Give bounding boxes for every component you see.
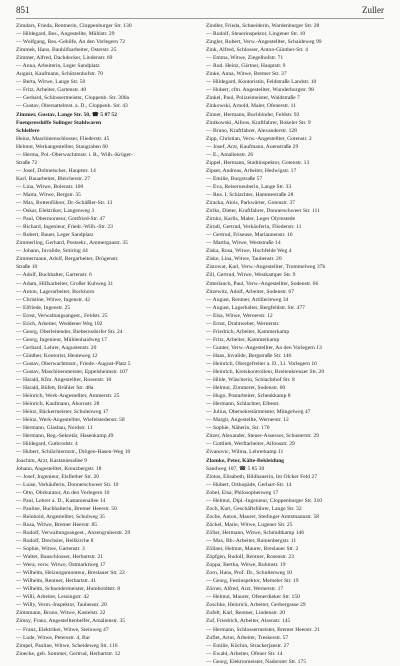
directory-entry: — Julius, Obersekretärmeister, Müngelweg 47 <box>206 409 311 416</box>
directory-entry: — August, Rentner, Artillerieweg 34 <box>206 296 289 303</box>
directory-entry: — Gunter, Verw.-Angestellter, An den Vorlegern 13 <box>206 344 322 351</box>
directory-entry: Zitzer, Alexander, Steuer-Assessor, Schusterstr. 29 <box>206 433 319 440</box>
directory-entry: Heinz, Maschinenschlosser, Fliederstr. 45 <box>16 135 110 142</box>
directory-entry: Zinecke, geb. Sommer, Gertrud, Herbartstr. 12 <box>16 650 121 657</box>
directory-entry: Sandweg 107, ☎ 5 85 30 <box>206 465 265 472</box>
directory-entry: Zuf, Friedrich, Arbeiter, Alsenstr. 145 <box>206 618 291 625</box>
directory-entry: — Georg, Elektromeister, Nadorster Str. 175 <box>206 658 307 665</box>
directory-entry: — Georg, Ingenieur, Mühlenhaidweg 17 <box>16 336 108 343</box>
directory-entry: — Lude, Witwe, Petersstr. 4, Bar <box>16 634 91 641</box>
directory-entry: Zöller, Hermann, Witwe, Schmidtkamp 146 <box>206 529 305 536</box>
directory-entry: — Fritz, Arbeiter, Kammerkamp <box>206 336 280 343</box>
directory-entry: — Ewald, Arbeiter, Ofener Str. 14 <box>206 650 283 657</box>
directory-entry: — Gustav, Maschinenmeister, Eppelsheimstr. 107 <box>16 369 128 376</box>
directory-entry: — Rudolf, Steuerinspektor, Lingener Str. 10 <box>206 31 306 38</box>
directory-entry: Zipser, Andreas, Arbeiter, Hedwigstr. 17 <box>206 167 297 174</box>
directory-entry: — Pauline, Buchhalterin, Bremer Heerstr. 50 <box>16 505 117 512</box>
directory-entry: — Johann, Invalide, Smiring 44 <box>16 248 88 255</box>
directory-entry: — Willi, Arbeiter, Lessingstr. 42 <box>16 594 89 601</box>
directory-entry: — Gustav, Obersattelmst. a. D., Cloppenb. Str. 43 <box>16 103 128 110</box>
directory-entry: Ziracka, Alois, Parkwärter, Gotenstr. 37 <box>206 200 295 207</box>
directory-entry: — Rosa, Witwe, Bremer Heerstr. 85 <box>16 521 98 528</box>
directory-entry: Helmut, Werkangestellter, Staugraben 60 <box>16 143 108 150</box>
directory-entry: Zobel, Elsa, Philosophenweg 17 <box>206 489 279 496</box>
directory-entry: Zivanovic, Wilma, Lehrerkamp 11 <box>206 449 284 456</box>
directory-entry: Ziska, Rosa, Witwe, Hochfelde Weg 4 <box>206 248 292 255</box>
directory-entry: Zimmer, Gustav, Lange Str. 50, ☎ 5 87 52 <box>16 111 118 118</box>
directory-entry: Zimmermann, Adolf, Bergarbeiter, Drögenstr. <box>16 256 119 263</box>
directory-entry: — Heinrich, Obergefreiter a. D., Ll. Vorlegern 16 <box>206 360 317 367</box>
directory-entry: Fuenpresshiffe Solinger Stahlwaren <box>16 119 102 126</box>
directory-entry: — Herma, Pol.-Oberwachtmstr. i. R., Wilh.-Krüger- <box>16 151 133 158</box>
directory-entry: — Georg, Festinspektor, Memeler Str. 19 <box>206 578 299 585</box>
directory-entry: Zoche, Anton, Maurer, Stedinger Amtsmannstr. 58 <box>206 513 320 520</box>
directory-entry: August, Kaufmann, Schützenhofstr. 70 <box>16 71 104 78</box>
directory-entry: Zinkowski, Arnold, Maler, Ofenerstr. 11 <box>206 103 296 110</box>
directory-entry: — Robert, Bauer, Leger Sandplatz <box>16 232 94 239</box>
directory-entry: — Bruno, Kraftfahrer, Alexanderstr. 128 <box>206 127 297 134</box>
directory-entry: — Fritz, Arbeiter, Gartenstr. 40 <box>16 87 87 94</box>
directory-entry: — Hermann, Glasbau, Nordstr. 11 <box>16 425 93 432</box>
directory-entry: Zintkowski, Alfons, Kraftfahrer, Bokeler Str. 9 <box>206 119 311 126</box>
directory-entry: — Franz, Elektriker, Witwe, Steinweg 47 <box>16 626 109 633</box>
directory-entry: — Josef, Dolmetscher, Hauptstr. 14 <box>16 167 96 174</box>
directory-entry: — Josef, Arzt, Kaufmann, Auenstraße 29 <box>206 143 299 150</box>
directory-entry: — Wolfgang, Bes.-Gehilfe, An den Vorlegern 72 <box>16 39 126 46</box>
directory-entry: Zingler, Robert, Verw.-Angestellter, Schaideweg 99 <box>206 39 322 46</box>
directory-entry: Zirnitz, Karlis, Maler, Leger Olymstede <box>206 216 296 223</box>
directory-entry: Zimmerling, Gerhard, Postsekr., Ammergaustr. 35 <box>16 240 128 247</box>
directory-entry: — Wera, verw. Witwe, Ostmarktweg 17 <box>16 562 106 569</box>
directory-entry: — Elfriede, Ingenstr. 25 <box>16 304 71 311</box>
directory-entry: — Hans, Invalide, Bergstraße Str. 146 <box>206 352 292 359</box>
directory-entry: Zlotos, Elisabeth, Bildhauerin, Im Olcker Feld 27 <box>206 473 318 480</box>
directory-entry: — Hilde, Wäscherin, Schlachthof Str. 8 <box>206 377 295 384</box>
directory-entry: — Gottlieb, Werftarbeiter, Alfonsstr. 29 <box>206 441 295 448</box>
directory-entry: — Emilie, Burgstraße 57 <box>206 175 263 182</box>
directory-entry: — Heinz, Bäckermeister, Schulenweg 17 <box>16 409 109 416</box>
directory-entry: Zipp, Christian, Verw.-Angestellter, Gotenstr. 2 <box>206 135 312 142</box>
directory-entry: — Walter, Bauschlosser, Herbartstr. 21 <box>16 554 104 561</box>
directory-entry: — Luise, Verkäuferin, Donnerschweer Str. 10 <box>16 481 119 488</box>
directory-entry: — Paul, Obermonteur, Gottfried-Str. 47 <box>16 216 106 223</box>
directory-entry: — Otto, Obrkurator, An den Vorlegern 10 <box>16 489 110 496</box>
directory-entry: — Wilhelm, Schneidermeister, Humboldtstr. 8 <box>16 586 121 593</box>
directory-entry: Schleifere <box>16 127 40 134</box>
directory-entry: Zirndl, Gertrud, Verkäuferin, Fliederstr. 11 <box>206 224 302 231</box>
directory-entry: — Wilhelm, Rentner, Herbartstr. 41 <box>16 578 97 585</box>
directory-entry: Zill, Gertrud, Witwe, Westkamper Str. 9 <box>206 272 296 279</box>
directory-entry: Zitterlauch, Paul, Verw.-Angestellter, Sodenstr. 66 <box>206 280 319 287</box>
directory-entry: — Elsa, Witwe, Wernerstr. 12 <box>206 312 273 319</box>
directory-entry: Zorn, Hans, Prof. Dr., Schultenweg 10 <box>206 570 293 577</box>
directory-entry: — Sophie, Witwe, Gartenstr. 3 <box>16 546 85 553</box>
directory-entry: — Margit, Angestellte, Wernerstr. 12 <box>206 417 289 424</box>
directory-entry: Karl, Bauarbeiter, Bleicherstr. 27 <box>16 175 91 182</box>
directory-entry: Johann, Angestellter, Kreuzbergstr. 18 <box>16 465 102 472</box>
directory-entry: — Hermann, Schlachter, Elbestr. <box>206 401 280 408</box>
directory-entry: Zörner, Alfred, Arzt, Wernerstr. 17 <box>206 586 284 593</box>
directory-entry: Zindler, Frieda, Schneiderin, Wardenburger Str. 28 <box>206 23 320 29</box>
directory-entry: Zimnmann, Bruno, Witwe, Kastelstr. 22 <box>16 610 106 617</box>
directory-entry: Joachim, Arzt, Kastanienallee 9 <box>16 457 87 464</box>
directory-entry: Zlomke, Peter, Kälte-Bekleidung <box>206 457 285 464</box>
directory-entry: Zuflet, Artur, Arbeiter, Treskerstr. 57 <box>206 634 289 641</box>
directory-entry: Ziske, Lina, Witwe, Taubenstr. 20 <box>206 256 282 263</box>
directory-entry: — Georg, Oberleitender, Biebernsdorfer Str. 24 <box>16 328 123 335</box>
directory-entry: — Max, Rottenführer, Dr.-Schüßler-Str. 13 <box>16 200 113 207</box>
directory-entry: — Gerhard, Schlossermeister, Cloppenb. Str. 300a <box>16 95 130 102</box>
directory-entry: — August, Lagerhalter, Bergfeldstr. Str. 477 <box>206 304 305 311</box>
directory-entry: — Rud. Heinz, Gärtner, Hauptstr. 9 <box>206 63 286 70</box>
directory-entry: — Hubert, Orthopäde, Gerhart-Str. 14 <box>206 481 292 488</box>
directory-entry: — Erich, Arbeiter, Weddener Weg 102 <box>16 320 103 327</box>
directory-entry: — Gertrud, Friseuse, Mariannenstr. 16 <box>206 232 293 239</box>
directory-entry: — Willy, Verm.-Inspektor, Taubenstr. 20 <box>16 602 107 609</box>
directory-entry: — Adam, Hilfsarbeiter, Großer Kuhweg 31 <box>16 280 114 287</box>
directory-entry: — Richard, Ingenieur, Friedr.-Wilh.-Str. 23 <box>16 224 113 231</box>
directory-entry: Zimmek, Hans, Bauhilfsarbeiter, Osterstr. 25 <box>16 47 117 54</box>
directory-entry: Zinkel, Paul, Polizeimeister, Waldstraße 7 <box>206 95 300 102</box>
directory-entry: Zimny, Franz, Angestelltenhelfer, Amalienstr. 35 <box>16 618 126 625</box>
directory-entry: — Hildegard, Kontoristin, Feldstraße Landstr. 10 <box>206 79 317 86</box>
directory-entry: Straße 72 <box>16 159 38 166</box>
directory-entry: — Emilie, Köchin, Strackerjanstr. 27 <box>206 642 290 649</box>
right-column <box>206 22 383 665</box>
directory-entry: — Harald, Büfett, Brühler Str. 48a <box>16 385 94 392</box>
directory-entry: — Reinhold, Angestellter, Schulweg 35 <box>16 513 105 520</box>
directory-entry: — Emma, Witwe, Ziegelhofstr. 71 <box>206 55 284 62</box>
directory-entry: Zoschke, Heinrich, Arbeiter, Gerbergasse 29 <box>206 602 306 609</box>
directory-entry: Zimpel, Pauline, Witwe, Scheideweg Str. 116 <box>16 642 118 649</box>
directory-entry: — Helmut, Zimmerer, Sodenstr. 60 <box>206 385 286 392</box>
directory-entry: — Ernst, Drahtweber, Wernerstr. <box>206 320 280 327</box>
directory-entry: — Günther, Kontorist, Heuteweg 12 <box>16 352 98 359</box>
directory-entry: — Hildegard, Gutbrodstr. 4 <box>16 441 78 448</box>
directory-entry: — Rudolf, Verwaltungsangest., Anzengruberstr. 29 <box>16 529 131 536</box>
directory-entry: — Hermann, Reg.-Sekretär, Hasenkamp 49 <box>16 433 114 440</box>
directory-entry: Zink, Alfred, Schlosser, Anton-Günther-Str. 4 <box>206 47 308 54</box>
directory-entry: — Helmut, Dipl.-Ingenieur, Cloppenburger Str. 310 <box>206 497 323 504</box>
directory-entry: Zimdars, Frieda, Rentnerin, Cloppenburger Str. 130 <box>16 23 132 29</box>
directory-entry: Straße 10 <box>16 264 38 271</box>
directory-entry: Zimmer, Alfred, Dachdecker, Lindenstr. 69 <box>16 55 113 62</box>
directory-entry: — Oskar, Elektriker, Langenweg 3 <box>16 208 95 215</box>
directory-entry: — Hubert, Schlächtermstr., Drögen-Hasen-Weg 10 <box>16 449 131 456</box>
directory-entry: — Gerhard, Lehrer, Augustenstr. 20 <box>16 344 97 351</box>
directory-entry: Ziriks, Dieter, Kraftfahrer, Donnerschweer Str. 111 <box>206 208 320 215</box>
directory-entry: — Heinz, Werk-Angestellter, Wiefelstederstr. 58 <box>16 417 125 424</box>
directory-entry: Zöpfgen, Rudolf, Rentner, Rosenstr. 23 <box>206 554 295 561</box>
directory-entry: — Helmut, Maurer, Ofenerdieker Str. 150 <box>206 594 300 601</box>
directory-entry: — Sophie, Näherin, Str. 170 <box>206 425 270 432</box>
directory-entry: — Heinrich, Kaufmann, Ahornstr. 28 <box>16 401 100 408</box>
left-column <box>16 22 193 657</box>
directory-entry: — Wilhelm, Heizungsmonteur, Breslauer Str. 22 <box>16 570 125 577</box>
directory-entry: Zöckel, Marie, Witwe, Lugener Str. 25 <box>206 521 293 528</box>
running-head: Zuller <box>362 5 384 15</box>
directory-entry: — Max, Bb.-Arbeiter, Rainenbergstr. 11 <box>206 538 297 544</box>
directory-entry: — Lina, Witwe, Bolenstr. 100 <box>16 183 84 190</box>
directory-entry: — Ernst, Verwaltungsangest., Feldstr. 25 <box>16 312 108 319</box>
directory-entry: — Adolf, Buchhalter, Gartenstr. 6 <box>16 272 92 279</box>
directory-entry: Zufelt, Karl, Rentner, Lindenstr. 20 <box>206 610 286 617</box>
directory-entry: — Anna, Arbeiterin, Leger Sandplatz <box>16 63 100 70</box>
directory-entry: Zitzewitz, Adolf, Arbeiter, Sodenstr. 67 <box>206 288 295 295</box>
directory-entry: — Eva, Reiserneuberin, Lange Str. 33 <box>206 183 292 190</box>
directory-entry: — Hildegard, Bes., Angestellte, Mühlstr. 29 <box>16 31 115 38</box>
directory-entry: — E., Amalienstr. 26 <box>206 151 254 158</box>
directory-entry: — Rudolf, Drechsler, Hellkirche 8 <box>16 538 94 544</box>
page-number: 851 <box>16 5 30 15</box>
directory-entry: — Hermann, Schlossermeister, Bremer Heerstr. 21 <box>206 626 320 633</box>
directory-entry: — Harald, Kfm. Angestellter, Rosenstr. 10 <box>16 377 112 384</box>
directory-entry: — Anton, Lagerarbeiter, Bockhorn <box>16 288 95 295</box>
directory-entry: Zoppa, Bertha, Witwe, Ruhmstr. 19 <box>206 562 286 569</box>
directory-entry: — Hubert, cfm. Angestellter, Wunderburgstr. 98 <box>206 87 314 94</box>
directory-entry: — Paul, Lehrer a. D., Kastanienallee 14 <box>16 497 106 504</box>
directory-entry: Zinner, Hermann, Buchbinder, Feldstr. 92 <box>206 111 300 118</box>
directory-entry: — Heinrich, Kreiskontrolleur, Breitenkreuzer Str. 20 <box>206 369 325 376</box>
directory-entry: — Marta, Witwe, Bergstr. 35 <box>16 191 81 198</box>
directory-entry: — Martha, Witwe, Weststraße 14 <box>206 240 281 247</box>
directory-entry: Zöllner, Helmut, Maurer, Breslauer Str. 2 <box>206 546 299 553</box>
directory-entry: — Hugo, Postarbeiter, Schenkkamp 8 <box>206 393 291 400</box>
directory-entry: — Josef, Ingenieur, Elsflether Str. 20 <box>16 473 100 480</box>
directory-entry: — Heinrich, Werk-Angestellter, Ammerstr. 25 <box>16 393 120 400</box>
directory-entry: — Berta, Witwe, Lange Str. 50 <box>16 79 86 86</box>
page-header <box>16 4 384 19</box>
directory-entry: Zistowat, Karl, Verw.-Angestellter, Trommelweg 37b <box>206 264 326 271</box>
directory-entry: — Rea. I, Schlachter, Hammestraße 28 <box>206 191 294 198</box>
directory-entry: Zinke, Anna, Witwe, Bremer Str. 37 <box>206 71 287 78</box>
directory-entry: — Gustav, Oberwachtmstr., Friede.-August-Platz 5 <box>16 360 131 367</box>
directory-entry: Zippel, Hermann, Stadtinspektor, Gotenstr. 13 <box>206 159 310 166</box>
directory-entry: — Christine, Witwe, Ingenstr. 42 <box>16 296 91 303</box>
directory-entry: — Friedrich, Arbeiter, Kammerkamp <box>206 328 290 335</box>
directory-entry: Zoch, Kurt, Geschäftsführer, Lange Str. 32 <box>206 505 302 512</box>
